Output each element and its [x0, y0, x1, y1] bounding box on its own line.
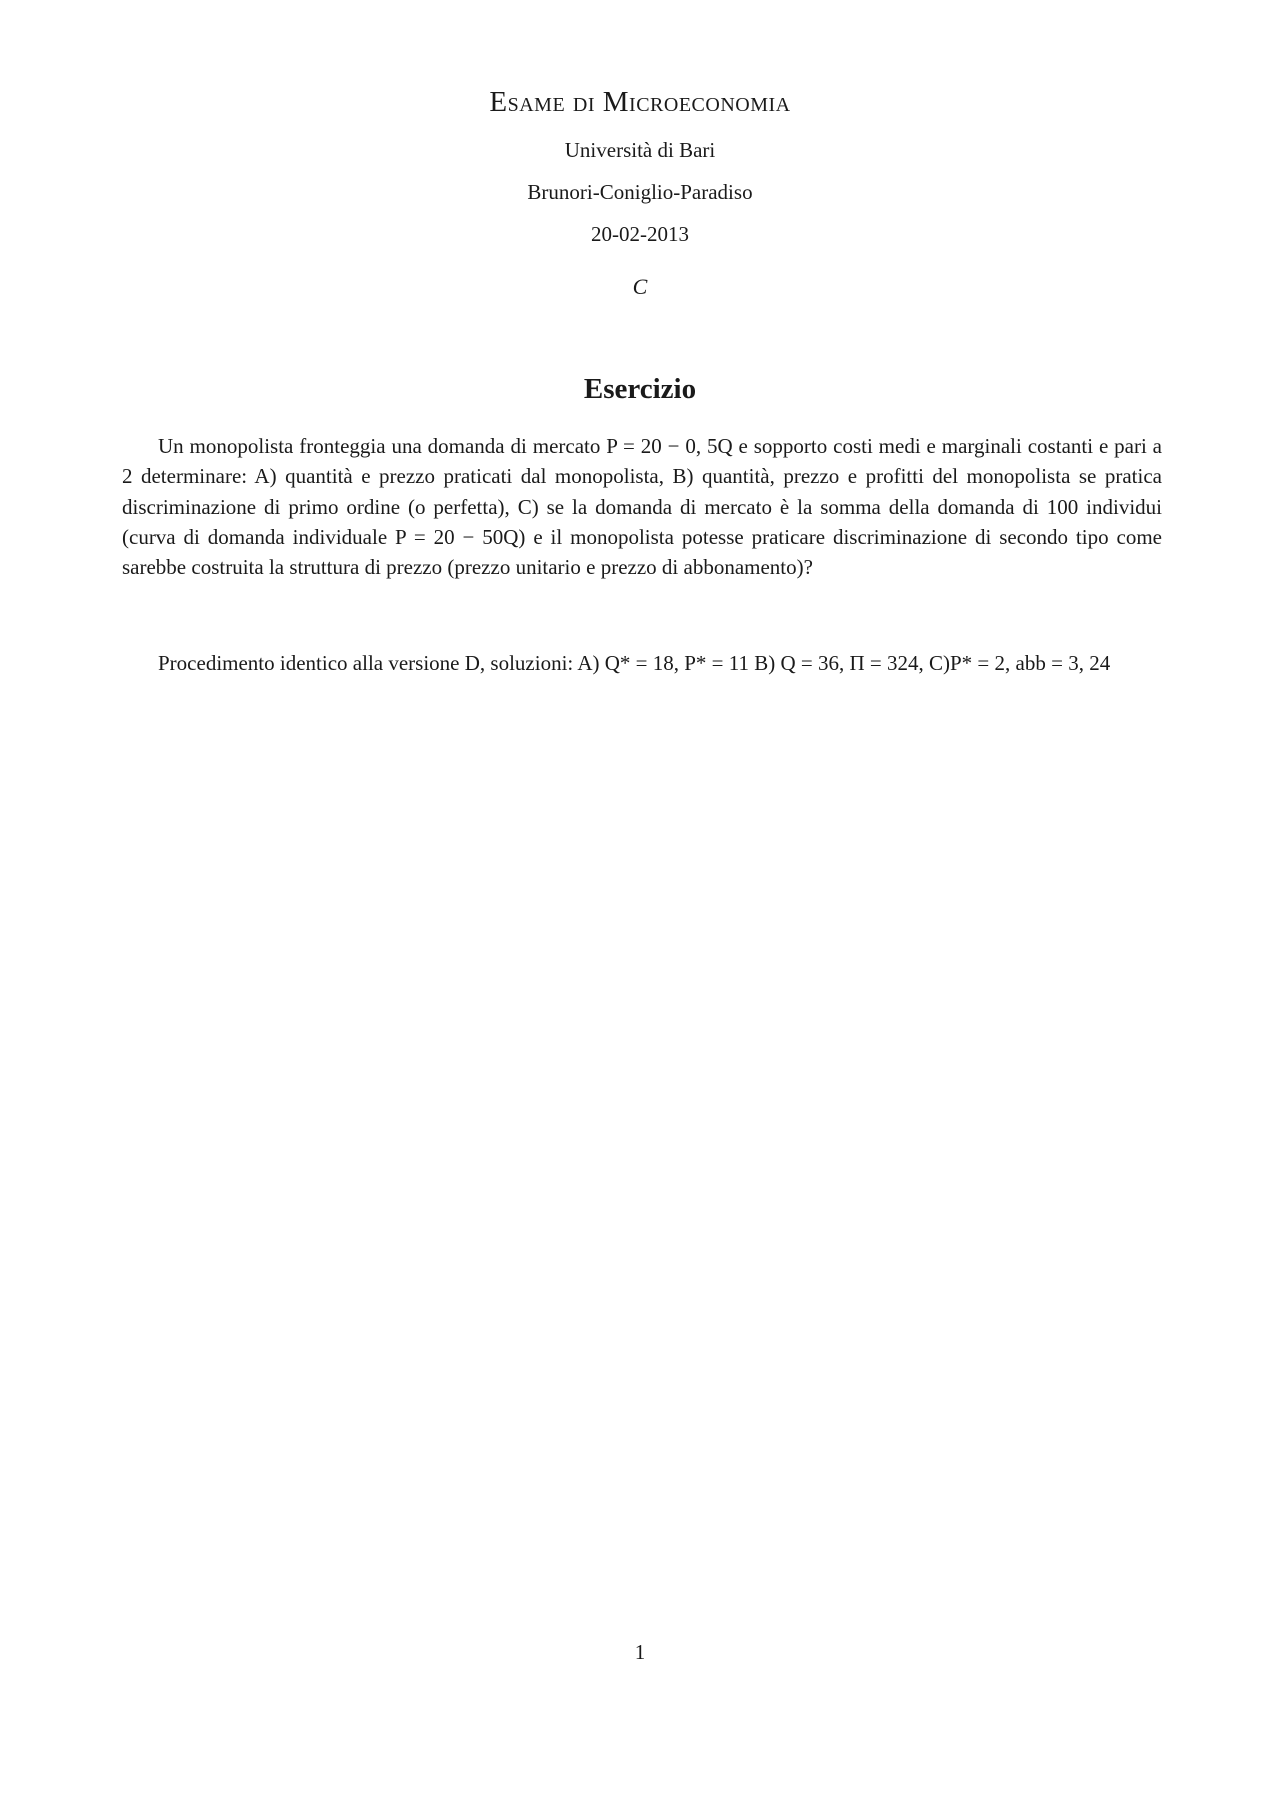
authors: Brunori-Coniglio-Paradiso [527, 180, 753, 204]
exam-date: 20-02-2013 [591, 222, 689, 246]
university-name: Università di Bari [564, 138, 716, 162]
exercise-text: Un monopolista fronteggia una domanda di mercato P = 20 − 0, 5Q e sopporto costi medi e marginali costanti e pari a 2 determinare: A) quantità e prezzo praticati dal monopolista, B) quantità, prezzo e profitti del monopolista se pratica discriminazione di primo ordine (o perfetta), C) se la domanda di mercato è la somma della domanda di 100 individui (curva di domanda individuale P = 20 − 50Q) e il monopolista potesse praticare discriminazione di secondo tipo come sarebbe costruita la struttura di prezzo (prezzo unitario e prezzo di abbonamento)? [122, 434, 1162, 580]
exam-version: C [632, 274, 648, 299]
section-title: Esercizio [583, 373, 697, 405]
exam-title: Esame di Microeconomia [489, 86, 791, 118]
solution-text: Procedimento identico alla versione D, soluzioni: A) Q* = 18, P* = 11 B) Q = 36, Π = 324, C)P* = 2, abb = 3, 24 [158, 651, 1111, 675]
page-number: 1 [634, 1640, 646, 1664]
